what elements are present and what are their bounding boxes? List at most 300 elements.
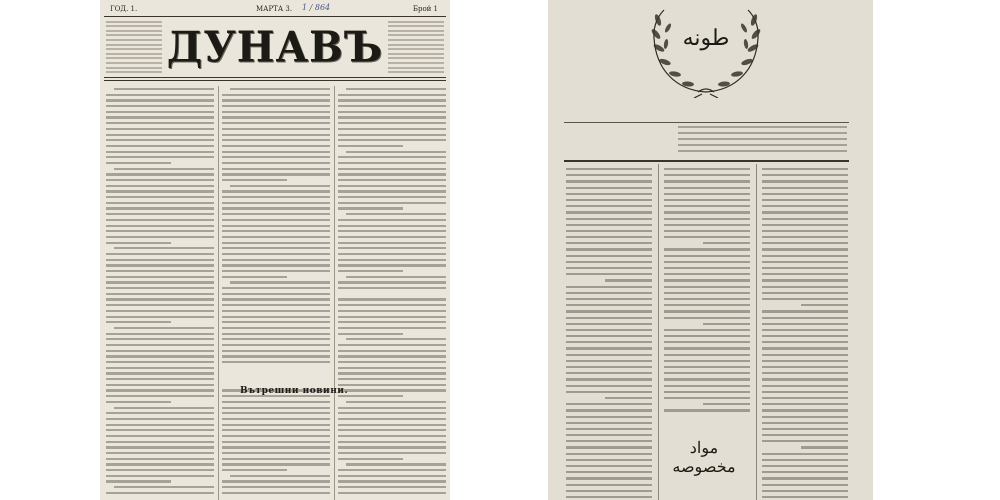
- text-line: [338, 139, 446, 141]
- text-line: [338, 441, 446, 443]
- text-line: [338, 162, 446, 164]
- text-line: [762, 416, 848, 418]
- text-line: [605, 279, 652, 281]
- text-line: [106, 99, 214, 101]
- text-line: [106, 281, 214, 283]
- section-heading-ottoman: مواد مخصوصه: [672, 438, 736, 476]
- text-line: [338, 287, 446, 289]
- text-line: [664, 273, 750, 275]
- text-line: [762, 205, 848, 207]
- text-line: [106, 213, 214, 215]
- text-line: [762, 236, 848, 238]
- text-line: [566, 471, 652, 473]
- text-column-1: [566, 168, 652, 500]
- text-line: [678, 150, 847, 152]
- text-line: [762, 465, 848, 467]
- text-line: [678, 126, 847, 128]
- text-line: [762, 490, 848, 492]
- text-line: [338, 281, 446, 283]
- text-line: [222, 492, 330, 494]
- text-line: [566, 193, 652, 195]
- text-line: [762, 354, 848, 356]
- header-rule: [564, 122, 849, 123]
- section-heading-internal-news: Вътрешни новини.: [240, 386, 349, 396]
- text-line: [566, 180, 652, 182]
- text-line: [106, 264, 214, 266]
- text-line: [222, 452, 330, 454]
- text-line: [338, 196, 446, 198]
- text-line: [338, 156, 446, 158]
- text-line: [338, 372, 446, 374]
- text-line: [338, 384, 446, 386]
- text-line: [566, 298, 652, 300]
- text-line: [762, 471, 848, 473]
- text-line: [106, 145, 214, 147]
- text-line: [664, 205, 750, 207]
- text-line: [106, 185, 214, 187]
- text-line: [338, 225, 446, 227]
- text-line: [566, 490, 652, 492]
- text-line: [664, 279, 750, 281]
- text-line: [222, 190, 330, 192]
- text-line: [106, 173, 214, 175]
- text-line: [222, 429, 330, 431]
- text-line: [566, 273, 652, 275]
- text-line: [338, 389, 446, 391]
- text-line: [106, 304, 214, 306]
- text-line: [106, 424, 214, 426]
- text-line: [762, 341, 848, 343]
- text-line: [664, 180, 750, 182]
- text-line: [106, 105, 214, 107]
- text-line: [222, 259, 330, 261]
- text-line: [338, 367, 446, 369]
- intro-text-block: [678, 126, 847, 154]
- text-line: [222, 338, 330, 340]
- text-line: [106, 298, 214, 300]
- text-line: [338, 253, 446, 255]
- text-line: [222, 276, 287, 278]
- text-line: [664, 335, 750, 337]
- text-line: [566, 199, 652, 201]
- text-line: [114, 88, 214, 90]
- text-line: [338, 316, 446, 318]
- text-line: [762, 440, 848, 442]
- text-line: [106, 401, 171, 403]
- text-line: [106, 259, 214, 261]
- text-line: [762, 180, 848, 182]
- text-line: [222, 412, 330, 414]
- text-line: [106, 378, 214, 380]
- text-line: [664, 193, 750, 195]
- text-line: [106, 116, 214, 118]
- text-line: [338, 418, 446, 420]
- text-line: [338, 321, 446, 323]
- text-line: [762, 391, 848, 393]
- text-line: [664, 354, 750, 356]
- text-line: [762, 366, 848, 368]
- masthead-meta: [106, 4, 444, 16]
- text-line: [762, 193, 848, 195]
- text-line: [222, 111, 330, 113]
- text-line: [106, 321, 171, 323]
- text-line: [338, 116, 446, 118]
- text-line: [222, 407, 330, 409]
- text-line: [703, 242, 750, 244]
- text-line: [566, 459, 652, 461]
- text-line: [222, 304, 330, 306]
- text-line: [106, 310, 214, 312]
- text-line: [566, 391, 652, 393]
- text-line: [566, 248, 652, 250]
- column-divider: [218, 86, 219, 500]
- text-line: [106, 355, 214, 357]
- text-line: [106, 367, 214, 369]
- text-line: [106, 469, 214, 471]
- text-line: [106, 316, 214, 318]
- text-line: [664, 230, 750, 232]
- text-line: [346, 151, 446, 153]
- text-line: [106, 287, 214, 289]
- text-line: [106, 458, 214, 460]
- text-line: [338, 378, 446, 380]
- text-line: [338, 333, 403, 335]
- text-line: [106, 162, 171, 164]
- text-line: [106, 338, 214, 340]
- text-line: [106, 225, 214, 227]
- text-line: [664, 397, 750, 399]
- text-line: [566, 230, 652, 232]
- column-divider: [334, 86, 335, 500]
- text-line: [338, 310, 446, 312]
- text-line: [222, 361, 330, 363]
- text-line: [664, 187, 750, 189]
- text-line: [222, 139, 330, 141]
- text-line: [222, 202, 330, 204]
- text-line: [664, 292, 750, 294]
- text-line: [106, 207, 214, 209]
- text-line: [222, 230, 330, 232]
- text-line: [222, 355, 330, 357]
- text-line: [222, 207, 330, 209]
- text-line: [338, 264, 446, 266]
- text-line: [106, 333, 214, 335]
- text-line: [346, 338, 446, 340]
- text-line: [664, 378, 750, 380]
- text-line: [106, 134, 214, 136]
- text-line: [664, 304, 750, 306]
- text-line: [566, 347, 652, 349]
- text-line: [106, 475, 214, 477]
- text-line: [762, 409, 848, 411]
- text-line: [338, 486, 446, 488]
- text-line: [664, 261, 750, 263]
- text-line: [106, 122, 214, 124]
- column-divider: [658, 164, 659, 500]
- text-line: [346, 88, 446, 90]
- text-line: [801, 304, 848, 306]
- text-line: [664, 385, 750, 387]
- text-line: [762, 211, 848, 213]
- text-line: [762, 286, 848, 288]
- text-line: [762, 273, 848, 275]
- text-line: [222, 480, 330, 482]
- text-line: [762, 255, 848, 257]
- text-line: [338, 219, 446, 221]
- laurel-wreath-icon: [646, 6, 766, 98]
- text-line: [566, 422, 652, 424]
- column-divider: [756, 164, 757, 500]
- text-line: [106, 230, 214, 232]
- text-line: [566, 236, 652, 238]
- text-line: [566, 267, 652, 269]
- newspaper-page-dunav: [100, 0, 450, 500]
- text-column-1: [106, 88, 214, 500]
- text-line: [222, 463, 330, 465]
- text-line: [222, 236, 330, 238]
- text-line: [664, 347, 750, 349]
- text-line: [762, 298, 848, 300]
- text-line: [338, 435, 446, 437]
- text-line: [664, 298, 750, 300]
- text-line: [338, 429, 446, 431]
- text-line: [222, 424, 330, 426]
- text-line: [664, 248, 750, 250]
- text-line: [222, 225, 330, 227]
- text-line: [338, 407, 446, 409]
- text-line: [338, 452, 446, 454]
- text-line: [566, 434, 652, 436]
- text-line: [762, 434, 848, 436]
- text-line: [230, 475, 330, 477]
- handwritten-number: 1 / 864: [302, 3, 331, 12]
- text-line: [664, 211, 750, 213]
- text-line: [762, 453, 848, 455]
- text-line: [106, 372, 214, 374]
- text-line: [230, 185, 330, 187]
- text-line: [762, 484, 848, 486]
- text-line: [338, 480, 446, 482]
- text-line: [338, 259, 446, 261]
- text-line: [222, 287, 330, 289]
- text-line: [338, 128, 446, 130]
- text-line: [566, 242, 652, 244]
- text-line: [762, 242, 848, 244]
- text-line: [762, 168, 848, 170]
- text-line: [222, 162, 330, 164]
- text-line: [114, 407, 214, 409]
- text-line: [566, 416, 652, 418]
- text-line: [106, 395, 214, 397]
- text-line: [566, 465, 652, 467]
- text-line: [664, 341, 750, 343]
- date-label: МАРТА 3.: [256, 5, 293, 13]
- text-line: [678, 132, 847, 134]
- text-line: [222, 293, 330, 295]
- text-line: [106, 412, 214, 414]
- text-line: [566, 329, 652, 331]
- masthead-title: ДУНАВЪ: [166, 22, 384, 72]
- year-label: ГОД. 1.: [110, 5, 138, 13]
- text-line: [222, 344, 330, 346]
- text-line: [222, 401, 330, 403]
- masthead-side-box-left: [106, 18, 162, 76]
- text-line: [762, 310, 848, 312]
- text-line: [762, 261, 848, 263]
- text-line: [762, 477, 848, 479]
- text-line: [106, 384, 214, 386]
- text-line: [222, 116, 330, 118]
- text-line: [106, 219, 214, 221]
- text-line: [338, 247, 446, 249]
- text-line: [566, 428, 652, 430]
- title-rule: [104, 77, 446, 81]
- text-line: [664, 317, 750, 319]
- text-line: [566, 187, 652, 189]
- text-line: [346, 401, 446, 403]
- text-line: [222, 179, 287, 181]
- newspaper-page-tuna: [548, 0, 873, 500]
- text-line: [566, 323, 652, 325]
- text-line: [222, 310, 330, 312]
- text-line: [566, 205, 652, 207]
- text-line: [664, 255, 750, 257]
- text-line: [762, 292, 848, 294]
- text-line: [338, 469, 446, 471]
- text-line: [762, 385, 848, 387]
- text-line: [762, 360, 848, 362]
- text-line: [338, 173, 446, 175]
- text-line: [222, 196, 330, 198]
- text-line: [346, 463, 446, 465]
- text-line: [566, 484, 652, 486]
- text-line: [222, 264, 330, 266]
- text-line: [566, 496, 652, 498]
- text-line: [106, 361, 214, 363]
- text-line: [222, 298, 330, 300]
- text-line: [762, 329, 848, 331]
- text-line: [338, 134, 446, 136]
- text-line: [566, 224, 652, 226]
- text-line: [566, 174, 652, 176]
- text-line: [338, 99, 446, 101]
- text-line: [114, 327, 214, 329]
- text-line: [664, 224, 750, 226]
- text-line: [106, 418, 214, 420]
- text-line: [106, 463, 214, 465]
- text-line: [106, 139, 214, 141]
- text-line: [664, 168, 750, 170]
- text-line: [222, 213, 330, 215]
- text-column-3: [338, 88, 446, 500]
- text-line: [762, 279, 848, 281]
- text-line: [106, 151, 214, 153]
- text-line: [230, 88, 330, 90]
- text-line: [222, 270, 330, 272]
- text-line: [664, 218, 750, 220]
- text-line: [762, 378, 848, 380]
- text-line: [762, 335, 848, 337]
- text-line: [762, 347, 848, 349]
- text-line: [222, 350, 330, 352]
- text-line: [664, 409, 750, 411]
- text-line: [762, 496, 848, 498]
- text-line: [338, 168, 446, 170]
- text-line: [222, 327, 330, 329]
- text-line: [222, 173, 330, 175]
- text-line: [566, 261, 652, 263]
- text-line: [106, 435, 214, 437]
- text-line: [222, 99, 330, 101]
- text-line: [566, 453, 652, 455]
- text-line: [106, 236, 214, 238]
- text-column-3: [762, 168, 848, 500]
- text-line: [222, 145, 330, 147]
- text-line: [106, 196, 214, 198]
- masthead-title-ottoman: طونه: [682, 26, 730, 51]
- text-line: [762, 459, 848, 461]
- text-line: [106, 441, 214, 443]
- text-line: [338, 304, 446, 306]
- text-line: [762, 267, 848, 269]
- text-line: [106, 190, 214, 192]
- text-line: [566, 366, 652, 368]
- text-line: [106, 270, 214, 272]
- text-line: [762, 403, 848, 405]
- text-line: [346, 276, 446, 278]
- text-line: [222, 469, 287, 471]
- text-line: [338, 327, 446, 329]
- text-line: [678, 138, 847, 140]
- text-line: [338, 424, 446, 426]
- text-column-2: [222, 88, 330, 500]
- text-line: [566, 403, 652, 405]
- text-line: [664, 174, 750, 176]
- text-line: [114, 486, 214, 488]
- text-line: [222, 94, 330, 96]
- text-line: [222, 441, 330, 443]
- text-line: [338, 492, 446, 494]
- text-line: [222, 219, 330, 221]
- text-line: [338, 344, 446, 346]
- text-line: [762, 187, 848, 189]
- text-line: [222, 333, 330, 335]
- text-line: [762, 218, 848, 220]
- text-line: [222, 122, 330, 124]
- issue-label: Брой 1: [412, 5, 438, 13]
- text-line: [106, 446, 214, 448]
- text-line: [338, 179, 446, 181]
- text-line: [106, 350, 214, 352]
- text-line: [222, 458, 330, 460]
- text-line: [222, 418, 330, 420]
- text-line: [338, 242, 446, 244]
- masthead-rule: [104, 16, 446, 17]
- text-line: [222, 151, 330, 153]
- text-line: [566, 255, 652, 257]
- text-line: [338, 202, 446, 204]
- text-line: [222, 253, 330, 255]
- text-line: [762, 422, 848, 424]
- text-line: [106, 492, 214, 494]
- text-line: [230, 281, 330, 283]
- text-line: [566, 477, 652, 479]
- text-line: [762, 230, 848, 232]
- text-line: [106, 202, 214, 204]
- text-line: [114, 168, 214, 170]
- text-line: [338, 412, 446, 414]
- text-line: [222, 435, 330, 437]
